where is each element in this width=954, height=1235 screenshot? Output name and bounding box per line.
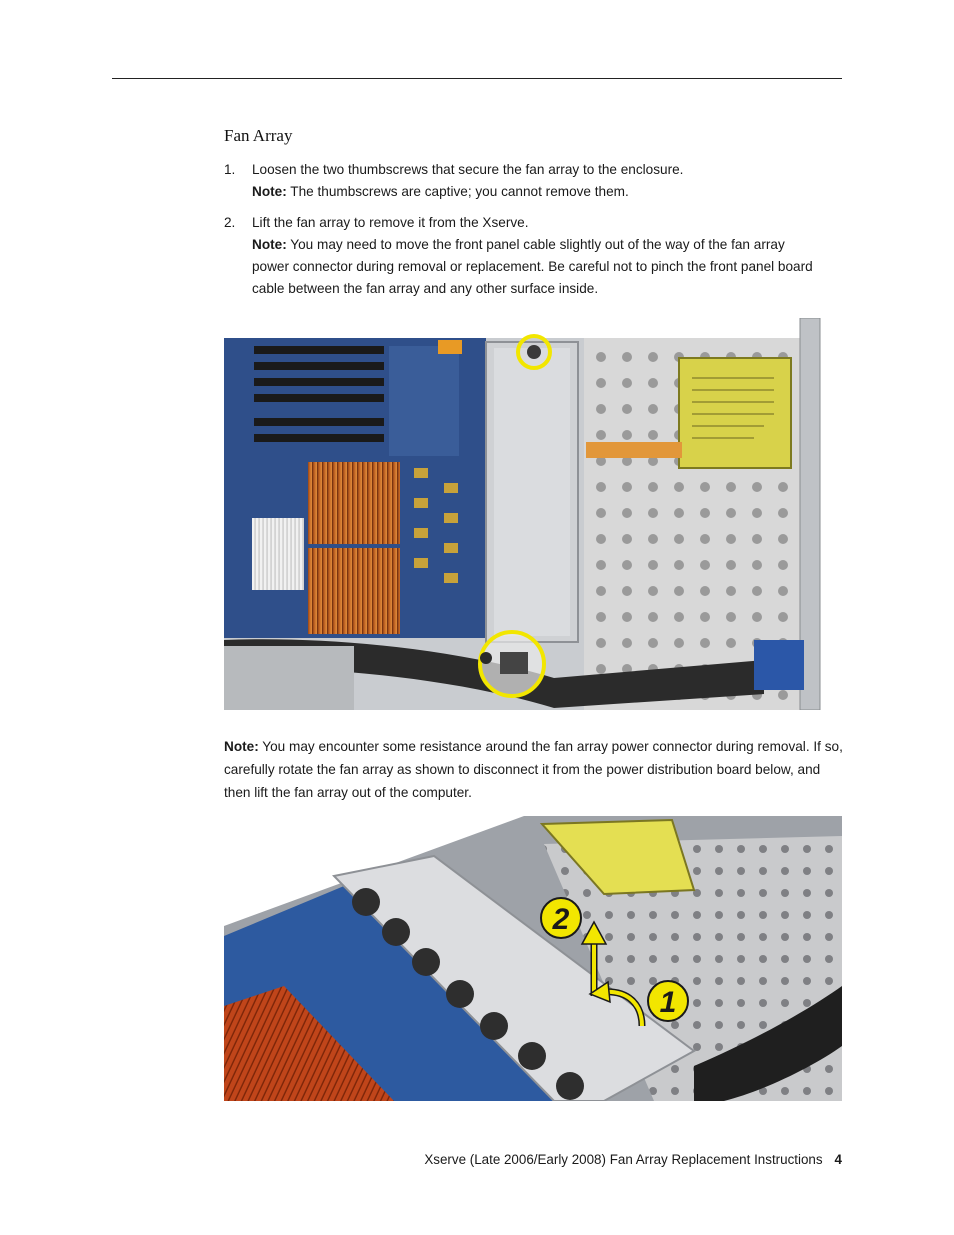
step-note <box>252 234 824 300</box>
xserve-angled-view-illustration <box>224 816 842 1101</box>
note-text: The thumbscrews are captive; you cannot remove them. <box>286 184 629 199</box>
callout-1 <box>648 981 688 1021</box>
step-note <box>252 181 824 203</box>
resistance-note <box>224 735 844 804</box>
step-number: 2. <box>224 215 236 230</box>
callout-2 <box>541 898 581 938</box>
section-title: Fan Array <box>224 126 293 145</box>
xserve-top-view-illustration <box>224 318 830 710</box>
optical-drive-label <box>679 358 791 468</box>
note-text: You may need to move the front panel cable slightly out of the way of the fan array power connector during removal or replacement. Be careful not to pinch the front panel board cable between the fan array and any other surface inside. <box>252 237 813 296</box>
callout-1-label: 1 <box>659 986 677 1019</box>
note-text: You may encounter some resistance around the fan array power connector during removal. If so, carefully rotate the fan array as shown to disconnect it from the power distribution board below, and then lift the fan array out of the computer. <box>224 739 843 800</box>
step-1 <box>224 159 824 203</box>
figure-top-view-photo <box>224 318 830 710</box>
figure-rotation-photo <box>224 816 842 1101</box>
header-rule <box>112 78 842 79</box>
chipset-heatsink <box>252 518 304 590</box>
step-text: Lift the fan array to remove it from the Xserve. <box>252 215 529 230</box>
step-2 <box>224 212 824 300</box>
page-number: 4 <box>834 1152 842 1167</box>
note-label: Note: <box>252 184 287 199</box>
step-number: 1. <box>224 162 236 177</box>
footer-doc-title: Xserve (Late 2006/Early 2008) Fan Array Replacement Instructions <box>424 1152 823 1167</box>
step-text: Loosen the two thumbscrews that secure the fan array to the enclosure. <box>252 162 684 177</box>
note-label: Note: <box>252 237 287 252</box>
page-footer <box>424 1152 842 1167</box>
memory-slots <box>254 346 459 456</box>
callout-2-label: 2 <box>552 903 570 936</box>
processor-heatsink <box>308 462 400 544</box>
processor-heatsink <box>308 548 400 634</box>
note-label: Note: <box>224 739 259 754</box>
